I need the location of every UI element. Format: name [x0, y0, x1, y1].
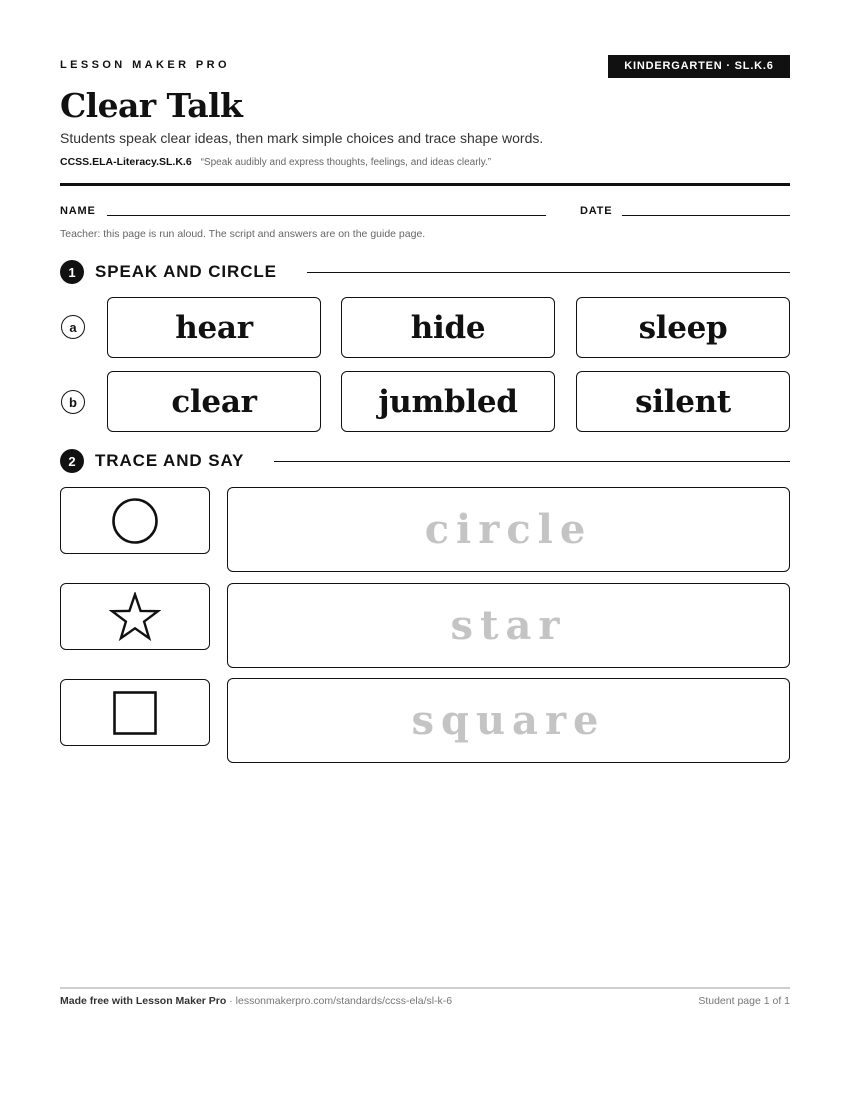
- row-letter-a: a: [61, 315, 85, 339]
- square-icon: [110, 688, 160, 738]
- section-number: 1: [60, 260, 84, 284]
- footer-separator: ·: [226, 995, 236, 1007]
- header-divider: [60, 183, 790, 186]
- star-icon: [109, 592, 161, 642]
- trace-word-square[interactable]: square: [227, 678, 790, 763]
- shape-card-circle: [60, 487, 210, 554]
- word-card-hide[interactable]: hide: [341, 297, 555, 358]
- date-field[interactable]: [622, 215, 790, 216]
- page-subtitle: Students speak clear ideas, then mark simple choices and trace shape words.: [60, 130, 544, 146]
- footer-url[interactable]: lessonmakerpro.com/standards/ccss-ela/sl-k-6: [235, 995, 453, 1007]
- footer-divider: [60, 987, 790, 989]
- circle-icon: [110, 496, 160, 546]
- word-card-sleep[interactable]: sleep: [576, 297, 790, 358]
- name-label: NAME: [60, 205, 96, 217]
- footer-credit: [60, 995, 452, 1007]
- page-title: Clear Talk: [60, 86, 243, 125]
- grade-badge: KINDERGARTEN · SL.K.6: [608, 55, 790, 78]
- section-title: SPEAK AND CIRCLE: [95, 262, 277, 281]
- footer-page-label: Student page 1 of 1: [698, 995, 790, 1007]
- trace-word-star[interactable]: star: [227, 583, 790, 668]
- word-card-jumbled[interactable]: jumbled: [341, 371, 555, 432]
- word-card-clear[interactable]: clear: [107, 371, 321, 432]
- teacher-note: Teacher: this page is run aloud. The script and answers are on the guide page.: [60, 228, 426, 240]
- section-number: 2: [60, 449, 84, 473]
- footer-made-with: Made free with Lesson Maker Pro: [60, 995, 227, 1007]
- name-field[interactable]: [107, 215, 546, 216]
- section-title: TRACE AND SAY: [95, 451, 245, 470]
- trace-word-circle[interactable]: circle: [227, 487, 790, 572]
- section-speak-and-circle-header: [60, 260, 277, 284]
- shape-card-square: [60, 679, 210, 746]
- section-trace-and-say-header: [60, 449, 244, 473]
- standard-quote: “Speak audibly and express thoughts, feelings, and ideas clearly.”: [200, 157, 492, 168]
- section-divider: [307, 272, 790, 273]
- word-card-hear[interactable]: hear: [107, 297, 321, 358]
- standard-code: CCSS.ELA-Literacy.SL.K.6: [60, 156, 192, 168]
- standard-line: [60, 156, 491, 168]
- section-divider: [274, 461, 790, 462]
- date-label: DATE: [580, 205, 613, 217]
- row-letter-b: b: [61, 390, 85, 414]
- brand-name: LESSON MAKER PRO: [60, 59, 230, 71]
- word-card-silent[interactable]: silent: [576, 371, 790, 432]
- shape-card-star: [60, 583, 210, 650]
